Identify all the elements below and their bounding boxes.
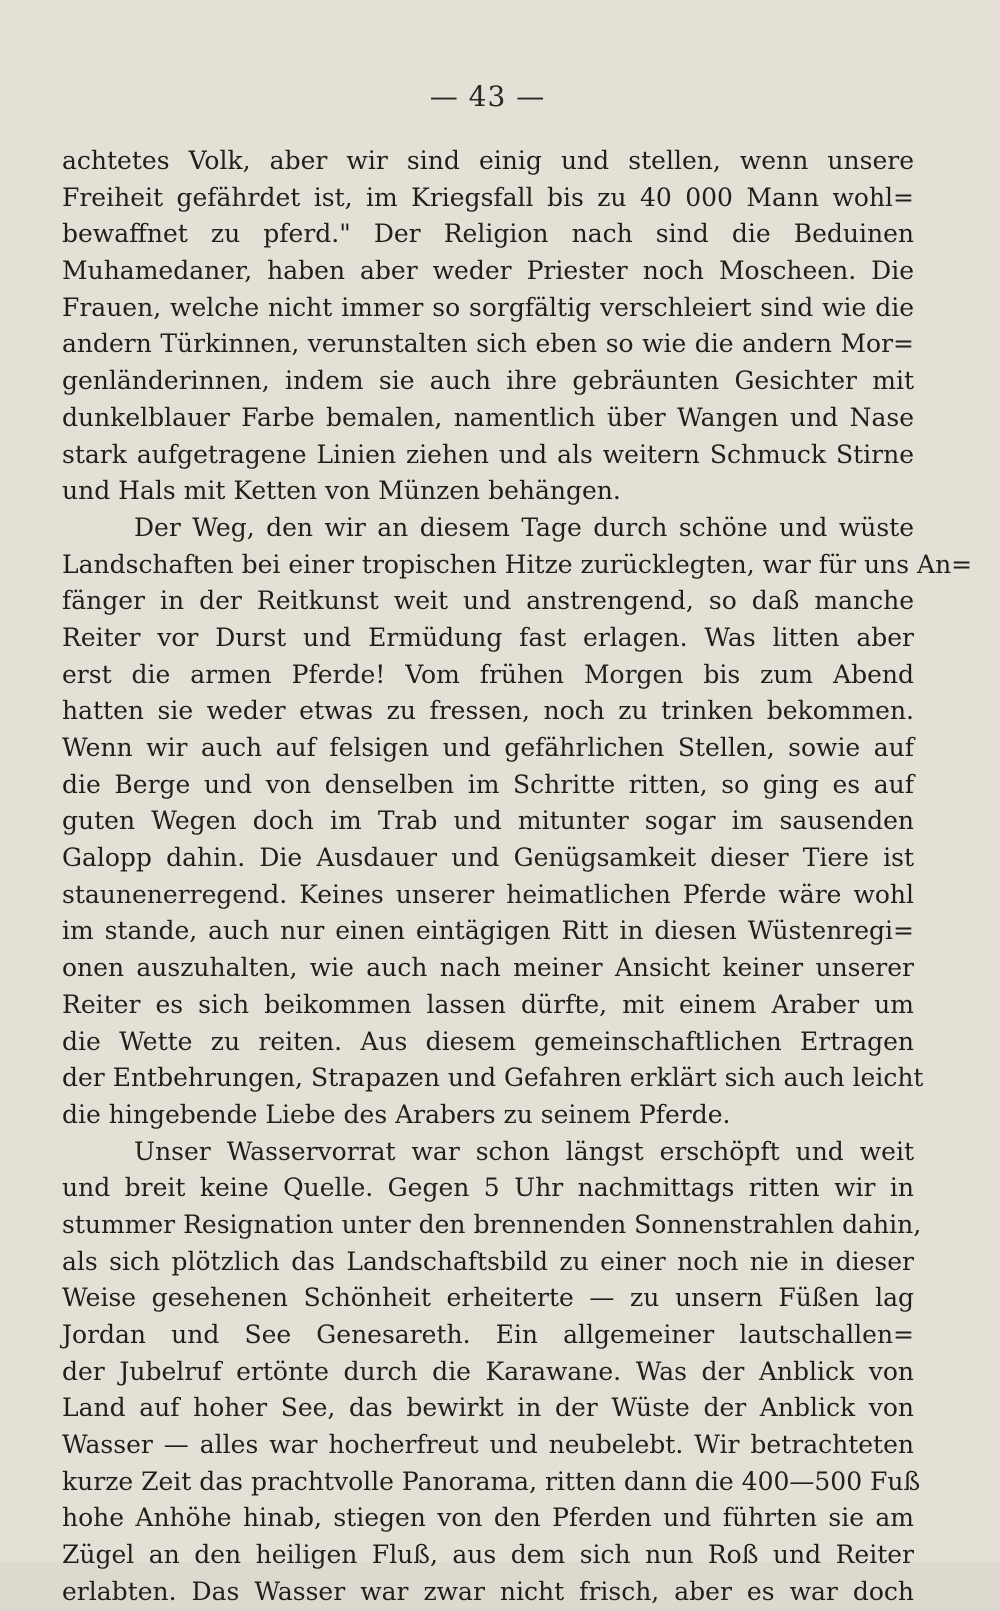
- text-line: Land auf hoher See, das bewirkt in der Wüste der Anblick von: [62, 1393, 914, 1423]
- paragraph-end-line: und Hals mit Ketten von Münzen behängen.: [62, 476, 621, 506]
- text-line: hatten sie weder etwas zu fressen, noch zu trinken bekommen.: [62, 696, 914, 726]
- text-line: staunenerregend. Keines unserer heimatlichen Pferde wäre wohl: [62, 879, 914, 909]
- text-line: Landschaften bei einer tropischen Hitze zurücklegten, war für uns An=: [62, 549, 973, 579]
- text-line: Reiter vor Durst und Ermüdung fast erlagen. Was litten aber: [62, 622, 914, 652]
- text-line: kurze Zeit das prachtvolle Panorama, ritten dann die 400—500 Fuß: [62, 1466, 921, 1496]
- text-line: Wenn wir auch auf felsigen und gefährlichen Stellen, sowie auf: [62, 733, 914, 762]
- text-line: Weise gesehenen Schönheit erheiterte — zu unsern Füßen lag: [62, 1283, 914, 1313]
- text-line: bewaffnet zu pferd." Der Religion nach sind die Beduinen: [62, 219, 914, 249]
- text-line: als sich plötzlich das Landschaftsbild zu einer noch nie in dieser: [62, 1246, 914, 1276]
- text-line: erst die armen Pferde! Vom frühen Morgen bis zum Abend: [62, 659, 914, 689]
- text-line: stummer Resignation unter den brennenden Sonnenstrahlen dahin,: [62, 1209, 922, 1239]
- text-line: Zügel an den heiligen Fluß, aus dem sich nun Roß und Reiter: [62, 1540, 914, 1570]
- text-line: onen auszuhalten, wie auch nach meiner Ansicht keiner unserer: [62, 953, 914, 983]
- text-line: fänger in der Reitkunst weit und anstrengend, so daß manche: [62, 586, 914, 616]
- text-line: Frauen, welche nicht immer so sorgfältig verschleiert sind wie die: [62, 292, 914, 322]
- text-line: Reiter es sich beikommen lassen dürfte, mit einem Araber um: [62, 989, 914, 1019]
- text-line: die Wette zu reiten. Aus diesem gemeinschaftlichen Ertragen: [62, 1026, 914, 1056]
- page-number: — 43 —: [429, 80, 546, 113]
- text-line: Jordan und See Genesareth. Ein allgemeiner lautschallen=: [62, 1320, 914, 1349]
- paragraph-end-line: die hingebende Liebe des Arabers zu seinem Pferde.: [62, 1099, 731, 1129]
- text-line: hohe Anhöhe hinab, stiegen von den Pferden und führten sie am: [62, 1503, 914, 1533]
- text-line: stark aufgetragene Linien ziehen und als weitern Schmuck Stirne: [62, 439, 914, 469]
- paragraph-start-line: Der Weg, den wir an diesem Tage durch schöne und wüste: [134, 512, 914, 542]
- text-line: Wasser — alles war hocherfreut und neubelebt. Wir betrachteten: [62, 1430, 914, 1460]
- text-line: guten Wegen doch im Trab und mitunter sogar im sausenden: [62, 806, 914, 836]
- text-line: im stande, auch nur einen eintägigen Ritt in diesen Wüstenregi=: [62, 916, 914, 946]
- text-line: Freiheit gefährdet ist, im Kriegsfall bis zu 40 000 Mann wohl=: [62, 182, 914, 212]
- text-line: die Berge und von denselben im Schritte ritten, so ging es auf: [62, 769, 914, 799]
- text-line: andern Türkinnen, verunstalten sich eben so wie die andern Mor=: [62, 329, 914, 359]
- text-line: der Jubelruf ertönte durch die Karawane. Was der Anblick von: [62, 1356, 914, 1386]
- text-line: und breit keine Quelle. Gegen 5 Uhr nachmittags ritten wir in: [62, 1173, 914, 1203]
- paragraph-start-line: Unser Wasservorrat war schon längst erschöpft und weit: [134, 1136, 914, 1166]
- text-line: Galopp dahin. Die Ausdauer und Genügsamkeit dieser Tiere ist: [62, 843, 914, 873]
- text-line: Muhamedaner, haben aber weder Priester noch Moscheen. Die: [62, 256, 914, 286]
- text-line: erlabten. Das Wasser war zwar nicht frisch, aber es war doch: [62, 1576, 914, 1606]
- text-line: dunkelblauer Farbe bemalen, namentlich über Wangen und Nase: [62, 402, 914, 432]
- text-line: achtetes Volk, aber wir sind einig und stellen, wenn unsere: [62, 146, 914, 175]
- body-text: [62, 143, 973, 1611]
- text-line: genländerinnen, indem sie auch ihre gebräunten Gesichter mit: [62, 366, 914, 396]
- text-line: der Entbehrungen, Strapazen und Gefahren erklärt sich auch leicht: [62, 1063, 924, 1093]
